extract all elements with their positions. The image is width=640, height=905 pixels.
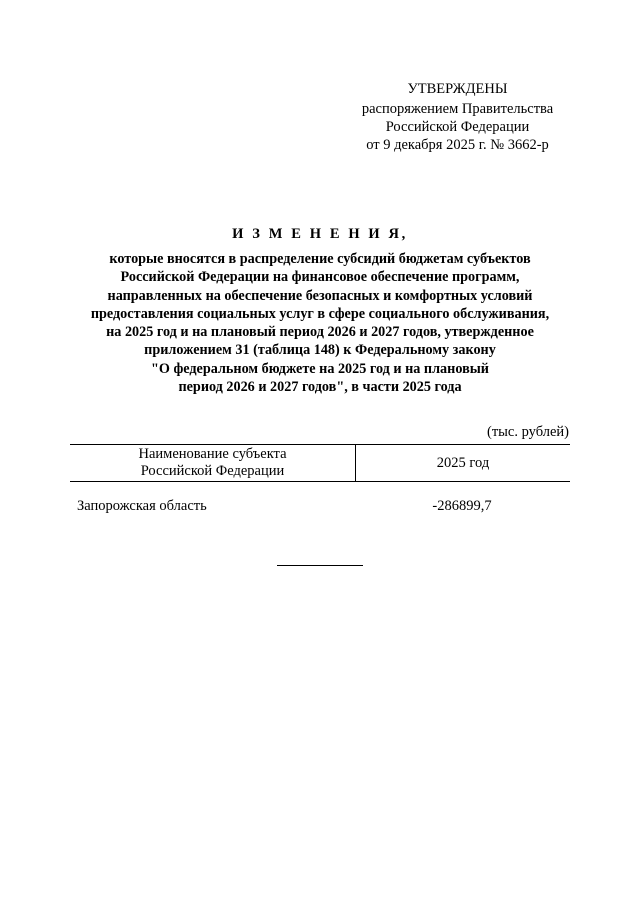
subtitle-line-6: приложением 31 (таблица 148) к Федеральному закону (144, 342, 496, 359)
header-year: 2025 год (436, 454, 490, 471)
subtitle-line-8: период 2026 и 2027 годов", в части 2025 года (178, 379, 462, 396)
header-region-line-2: Российской Федерации (140, 463, 285, 479)
approval-line-3: от 9 декабря 2025 г. № 3662-р (366, 137, 549, 153)
approval-heading: УТВЕРЖДЕНЫ (407, 81, 508, 97)
header-region-line-1: Наименование субъекта (138, 446, 287, 462)
subtitle-line-1: которые вносятся в распределение субсидий бюджетам субъектов (109, 251, 531, 267)
table-header (70, 444, 570, 482)
approval-line-1: распоряжением Правительства (361, 101, 554, 117)
subtitle-line-3: направленных на обеспечение безопасных и комфортных условий (107, 287, 533, 304)
row-region: Запорожская область (77, 498, 207, 514)
subtitle-line-4: предоставления социальных услуг в сфере социального обслуживания, (90, 305, 550, 322)
subtitle-line-2: Российской Федерации на финансовое обеспечение программ, (120, 269, 520, 286)
row-value: -286899,7 (432, 498, 492, 514)
header-region (70, 445, 356, 481)
document-subtitle (40, 250, 600, 396)
table-row (70, 498, 570, 515)
document-title: И З М Е Н Е Н И Я, (232, 226, 408, 242)
approval-block (330, 80, 585, 154)
subtitle-line-5: на 2025 год и на плановый период 2026 и 2027 годов, утвержденное (106, 324, 534, 341)
end-divider (277, 565, 363, 566)
subtitle-line-7: "О федеральном бюджете на 2025 год и на плановый (151, 360, 489, 377)
units-label: (тыс. рублей) (487, 424, 569, 440)
distribution-table (70, 444, 570, 515)
approval-line-2: Российской Федерации (385, 119, 530, 135)
